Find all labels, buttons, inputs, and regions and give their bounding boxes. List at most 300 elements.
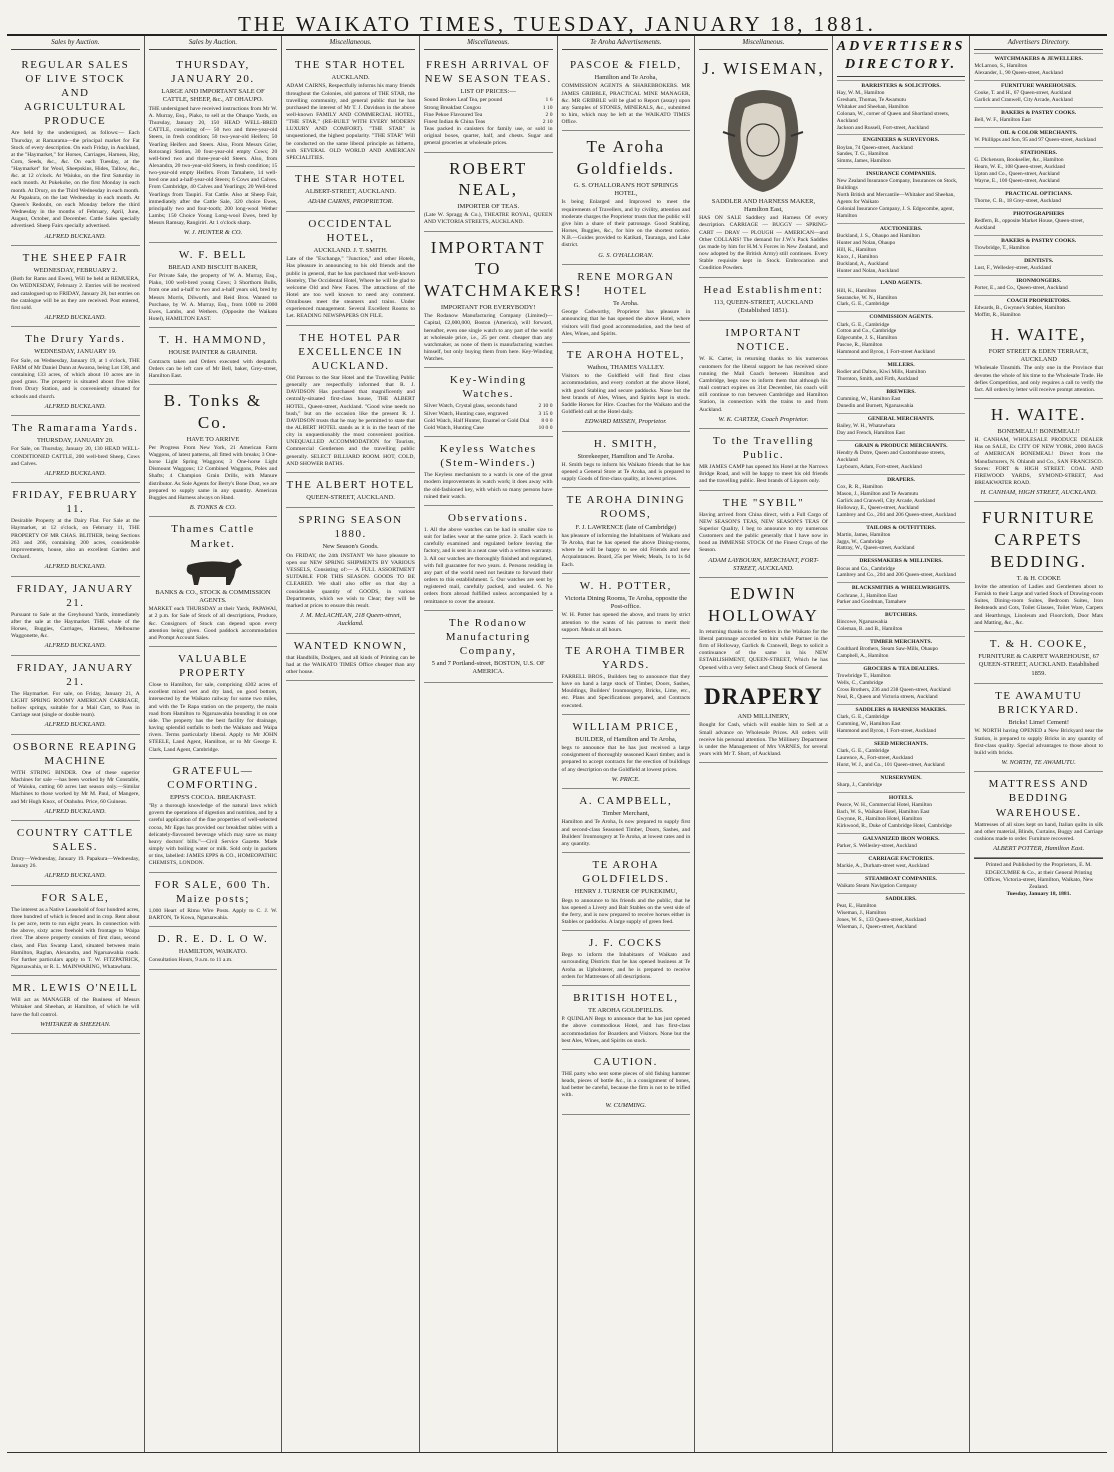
advertisement	[424, 437, 553, 506]
ad-title: Thames Cattle Market.	[171, 523, 255, 550]
ad-subtitle: SADDLER AND HARNESS MAKER, Hamilton East,	[711, 197, 816, 214]
ad-body: Drury—Wednesday, January 19. Papakura—Wednesday, January 26.	[11, 856, 140, 870]
directory-entry: Lambrey and Co., 204 and 206 Queen-street, Auckland	[836, 511, 956, 518]
advertisement	[424, 611, 553, 683]
directory-category: OIL & COLOR MERCHANTS.	[974, 127, 1103, 137]
advertisement	[286, 167, 415, 212]
column-heading: Te Aroha Advertisements.	[562, 36, 691, 50]
advertisement	[424, 153, 553, 232]
directory-category: INSURANCE COMPANIES.	[837, 168, 966, 178]
directory-entry: Hunter and Nolan, Ohaupo	[836, 239, 896, 246]
directory-entry: Clark, G. E., Cambridge	[836, 321, 890, 328]
directory-entry: Whitaker and Sheehan, Hamilton	[836, 103, 909, 110]
advertisement	[562, 853, 691, 931]
ad-title: B. Tonks & Co.	[163, 391, 263, 432]
advertisement	[562, 1050, 691, 1115]
directory-category: AUCTIONEERS.	[837, 223, 966, 233]
advertisement	[424, 506, 553, 611]
column	[282, 36, 420, 1452]
advertisement	[699, 278, 828, 322]
advertisement	[11, 886, 140, 976]
ad-title: PASCOE & FIELD,	[569, 58, 682, 71]
ad-title: THE ALBERT HOTEL	[286, 478, 415, 491]
ad-subtitle: AND MILLINERY,	[737, 713, 790, 721]
ad-body: Begs to inform the Inhabitants of Waikato and surrounding Districts that he has opened business at Te Aroha as Upholsterer, and he is prepared to receive orders for Mattresses of all descriptions.	[561, 952, 691, 980]
ad-title: H. WAITE,	[990, 324, 1087, 344]
advertisement	[286, 212, 415, 326]
ad-body: H. Smith begs to inform his Waikato friends that he has opened a General Store at Te Aroha, and is prepared to supply Goods of first-class quality, at lowest prices.	[561, 461, 691, 483]
ad-title: FOR SALE,	[41, 891, 110, 904]
directory-entry: Campbell, A., Hamilton	[836, 653, 889, 660]
advertisement	[424, 368, 553, 437]
ad-signature: J. M. McLACHLAN, 218 Queen-street, Auckland.	[299, 612, 402, 628]
ad-body: Contracts taken and Orders executed with despatch. Orders can be left care of Mr Bell, baker, Grey-street, Hamilton East.	[148, 358, 278, 379]
directory-entry: Hunter and Nolan, Auckland	[836, 267, 899, 274]
advertisement	[149, 759, 278, 873]
ad-title: T. & H. COOKE,	[989, 637, 1088, 650]
advertisement	[11, 735, 140, 821]
advertisement	[974, 632, 1103, 684]
imprint-text: Printed and Published by the Proprietors, E. M. EDGECUMBE & Co., at their General Printing Offices, Victoria-street, Hamilton, Waikato, New Zealand.	[983, 862, 1094, 890]
ad-body: ADAM CAIRNS, Respectfully informs his many friends throughout the Colonies, old patrons of THE STAR, the travelling community, and general public that he has purchased the interest of Mr T. J. Davidson in the above well-known FAMILY AND COMMERCIAL HOTEL, "THE STAR," (RE-BUILT WITH EVERY MODERN LUXURY AND COMFORT). "THE STAR" is unquestioned, the highest popularity. "THE STAR" Will be conducted on the same liberal principle as hitherto, with SEVERAL OLD WORLD AND AMERICAN SPECIALITIES.	[286, 83, 415, 161]
advertisement	[149, 243, 278, 328]
directory-category: BAKERS & PASTRY COOKS.	[974, 235, 1103, 245]
directory-entry: Bocus and Co., Cambridge	[836, 565, 895, 572]
ad-subtitle: AUCKLAND. J. T. SMITH.	[313, 246, 388, 254]
ad-signature: ALFRED BUCKLAND.	[44, 469, 107, 477]
price-row	[424, 112, 553, 119]
directory-entry: Bincowe, Ngaruawahia	[836, 619, 888, 626]
directory-entry: Rodier and Dalton, Kiwi Mills, Hamilton	[836, 369, 926, 376]
imprint-date: Tuesday, January 18, 1881.	[1006, 891, 1071, 898]
ad-body: For Private Sale, the property of W. A. Murray, Esq., Piako, 100 well-bred young Cows; 3 Shorthorn Bulls, from one and a-half to two and a-half years old, bred by Messrs Morris, Dilworth, and Reid Bros. Wanted to Purchase, by W. A. Murray, Esq., from 1000 to 2000 Ewes, Lambs, and Wethers. (Opposite the Waikato Hotel), HAMILTON EAST.	[148, 273, 278, 323]
advertisement	[562, 574, 691, 639]
ad-signature: H. CANHAM, HIGH STREET, AUCKLAND.	[980, 489, 1097, 497]
directory-entry: Sharp, J., Cambridge	[836, 781, 883, 788]
directory-category: TIMBER MERCHANTS.	[837, 636, 966, 646]
price-item: Strong Breakfast Congou	[423, 104, 481, 111]
directory-entry: Thornton, Smith, and Firth, Auckland	[836, 376, 919, 383]
directory-category: GROCERS & TEA DEALERS.	[837, 663, 966, 673]
ad-title: A. CAMPBELL,	[579, 795, 673, 808]
ad-body: W. H. Potter has opened the above, and trusts by strict attention to the wants of his patrons to merit their support. Meals at all hours.	[561, 612, 691, 633]
directory-entry: Sandes, T. G., Hamilton	[836, 151, 889, 158]
directory-entry: Clark, G. E., Cambridge	[836, 301, 890, 308]
directory-category: ENGINEERS & SURVEYORS.	[837, 134, 966, 144]
price-row	[424, 411, 553, 418]
directory-entry: Hammond and Byron, 1 Fort-street Auckland	[836, 349, 935, 356]
ad-signature: G. S. O'HALLORAN.	[598, 251, 654, 259]
directory-category: BUTCHERS.	[837, 609, 966, 619]
directory-entry: Waikato Steam Navigation Company	[836, 882, 918, 889]
directory-entry: Buckland, A., Auckland	[836, 260, 889, 267]
advertisement	[974, 399, 1103, 502]
ad-body: WITH STRING BINDER. One of these superior Machines for sale —has been worked by Mr Constable, of Waiuku, cutting 60 acres last season only.—Similar Machines to those worked by Mr M. Paul, of Mangere, and Mr Hugh Knox, of Otahuhu. Price, 60 Guineas.	[11, 769, 140, 805]
ad-subtitle: IMPORTER OF TEAS.	[457, 203, 520, 211]
column-heading: Miscellaneous.	[286, 36, 415, 50]
ad-title: COUNTRY CATTLE SALES.	[16, 826, 134, 854]
directory-category: PHOTOGRAPHERS	[974, 208, 1103, 218]
advertisement	[562, 432, 691, 489]
directory-entry: Lambrey and Co., 204 and 206 Queen-street, Auckland	[836, 572, 956, 579]
ad-body: George Cadworthy, Proprietor has pleasure in announcing that he has opened the above Hotel, where visitors will find good accommodation, and the best of Ales, Wines, and Spirits.	[561, 309, 691, 337]
directory-category: GENERAL MERCHANTS.	[837, 413, 966, 423]
ad-body: Wholesale Tinsmith. The only one in the Province that devotes the whole of his time to the Wholesale Trade. He defies Competition, and only requires a call to verify the fact. All orders by letter will receive prompt attention.	[974, 365, 1103, 393]
ad-title: THE "SYBIL"	[722, 496, 805, 509]
ad-body: The Haymarket. For sale, on Friday, January 21, A LIGHT SPRING ROOMY AMERICAN CARRIAGE, hollow springs, suitable for a Mail Cart, to Pass in Carriage seat (single or double team).	[11, 690, 140, 719]
ad-body: Hamilton and Te Aroha, Is now prepared to supply first and second-class Seasoned Timber, Doors, Sashes, and Builders' Ironmongery at Te Aroha, at lowest rates and in any quantity.	[561, 819, 691, 847]
advertisement	[699, 53, 828, 278]
ad-title: TE AWAMUTU BRICKYARD.	[995, 689, 1083, 717]
directory-entry: Colonan, W., corner of Queen and Shortland streets, Auckland	[836, 110, 950, 124]
ad-subtitle: New Season's Goods.	[322, 543, 379, 551]
ad-title: IMPORTANT NOTICE.	[725, 327, 802, 354]
ad-subtitle: HOUSE PAINTER & GRAINER.	[168, 349, 258, 357]
directory-entry: Knox, J., Hamilton	[836, 253, 878, 260]
columns-container	[7, 36, 1107, 1453]
directory-entry: Parker, S. Wellesley-street, Auckland	[836, 842, 917, 849]
column-heading: Miscellaneous.	[699, 36, 828, 50]
directory-entry: Hill, K., Hamilton	[836, 287, 877, 294]
directory-entry: Peat, E., Hamilton	[836, 902, 877, 909]
ad-title: WANTED KNOWN,	[293, 639, 408, 652]
ad-title: H. SMITH,	[593, 437, 658, 450]
directory-entry: Simms, James, Hamilton	[836, 158, 891, 165]
directory-entry: Bell, W. F., Hamilton East	[974, 117, 1031, 124]
ad-subtitle: HAVE TO ARRIVE	[186, 435, 240, 443]
advertisement	[11, 327, 140, 416]
directory-entry: Clark, G. E., Cambridge	[836, 748, 890, 755]
directory-entry: Rattray, W., Queen-street, Auckland	[836, 545, 915, 552]
ad-body: HAS ON SALE Saddlery and Harness Of every description. CARRIAGE — BUGGY — SPRING-CART — DRAY — PLOUGH — AMERICAN—and Other COLLARS! The demand for J.W.'s Pack Saddles (as made by him for H.M.'s Forces in New Zealand, and now adopted by the British Army) still continues. Every Stable requisite kept in Stock. Embrocation and Condition Powders.	[699, 215, 828, 272]
directory-entry: Kirkwood, R., Duke of Cambridge Hotel, Cambridge	[836, 822, 952, 829]
price-item: Gold Watch, Half Hunter, Enamel or Gold Dial	[423, 417, 530, 424]
directory-category: DENTISTS.	[974, 255, 1103, 265]
directory-category: COACH PROPRIETORS.	[974, 295, 1103, 305]
column	[420, 36, 583, 1452]
directory-entry: Cumming, W., Hamilton East	[836, 396, 901, 403]
directory-entry: Cotton and Co., Cambridge	[836, 328, 897, 335]
directory-entry: Holloway, E., Queen-street, Auckland	[836, 504, 919, 511]
advertisement	[699, 491, 828, 579]
advertisement	[11, 53, 140, 246]
column	[833, 36, 971, 1452]
ad-subtitle: HAMILTON, WAIKATO.	[178, 948, 248, 956]
column-heading: ADVERTISERS DIRECTORY.	[837, 36, 966, 77]
ad-body: Bought for Cash, which will enable him to Sell at a Small advance on Wholesale Prices. All orders will receive his personal attention. The Millinery Department is under the Management of Mrs VARNES, for several years with Mr T. Short, of Auckland.	[699, 722, 828, 758]
ad-body: MARKET each THURSDAY at their Yards, PAPAWAI, at 2 p.m. for Sale of Stock of all descriptions, Produce, &c. Consignors of Stock can depend upon every attention being given. Good paddock accommodation and Prompt Account Sales.	[148, 606, 278, 641]
directory-category: DRESSMAKERS & MILLINERS.	[837, 555, 966, 565]
price-row	[424, 418, 553, 425]
ad-title: VALUABLE PROPERTY	[178, 652, 248, 680]
directory-entry: Porter, E., and Co., Queen-street, Auckland	[974, 285, 1068, 292]
price-value: 2 0	[545, 111, 553, 118]
ad-title: ROBERT NEAL,	[449, 158, 528, 200]
directory-entry: Wiseman, J., Queen-street, Auckland	[836, 923, 917, 930]
ad-title: DRAPERY	[704, 683, 823, 709]
ad-title: Head Establishment:	[703, 283, 824, 296]
directory-category: IRONMONGERS.	[974, 275, 1103, 285]
ad-title: To the Travelling Public.	[712, 435, 814, 462]
directory-entry: Clark, G. E., Cambridge	[836, 714, 890, 721]
advertisement	[286, 53, 415, 167]
ad-signature: EDWARD MISSEN, Proprietor.	[584, 418, 667, 426]
ad-body: Will act as MANAGER of the Business of Messrs Whitaker and Sheehan, at Hamilton, of which he will have the full control.	[11, 997, 140, 1018]
advertisement	[974, 502, 1103, 632]
directory-entry: Day and French, Hamilton East	[836, 430, 905, 437]
ad-signature: ALFRED BUCKLAND.	[44, 563, 107, 571]
advertisement	[699, 429, 828, 491]
ad-subtitle: FORT STREET & EDEN TERRACE, AUCKLAND	[988, 347, 1089, 364]
ad-signature: W. CUMMING.	[605, 1101, 647, 1109]
advertisement	[424, 53, 553, 153]
ad-body: (Both for Rams and Ewes), Will be held at REMUERA, On WEDNESDAY, February 2. Entries will be received and catalogued up to FRIDAY, January 28, but entries on the catalogue will be as they are received. Post entered, first sold.	[11, 276, 140, 311]
ad-body: FARRELL BROS., Builders beg to announce that they have on hand a large stock of Timber, Doors, Sashes, Mouldings, Builders' Ironmongery, Bricks, Lime, etc., etc. Plans and Specifications prepared, and Contracts executed.	[561, 673, 691, 709]
cattle-illustration	[178, 553, 248, 587]
directory-category: BREWERS.	[837, 386, 966, 396]
masthead-title: THE WAIKATO TIMES, TUESDAY, JANUARY 18, 1881.	[7, 4, 1107, 36]
directory-entry: Gresham, Thomas, Te Awamutu	[836, 96, 906, 103]
directory-entry: Cross Brothers, 236 and 238 Queen-street, Auckland	[836, 687, 951, 694]
directory-entry: Garlick and Cranwell, City Arcade, Auckland	[836, 497, 936, 504]
ad-body: Are held by the undersigned, as follows:— Each Thursday, at Ramarama—the principal market for Fat Stock of every description. On each Friday, in Auckland, at the "Haymarket," for Horses, Carriages, Harness, Hay, Corn, Seeds, &c., &c. On each Tuesday, at the "Haymarket" for Wool, Sheepskins, Hides, Tallow, &c., &c. at 12 o'clock. At Waiuku, on the first Saturday in each month. At Pukekohe, on the first Monday in each month. At Drury, on the Third Wednesday in each month. At Papakura, on the last Wednesday in each month. At Queen's Redoubt, on each Monday before the third Wednesday in the months of February, April, June, August, October, and December. Cattle Sales specially advertised. Sheep Fairs specially advertised.	[11, 130, 140, 230]
directory-category: DRAPERS.	[837, 474, 966, 484]
ad-signature: ALFRED BUCKLAND.	[44, 721, 107, 729]
ad-body: (Late W. Spragg & Co.), THEATRE ROYAL, QUEEN AND VICTORIA STREETS, AUCKLAND.	[423, 212, 553, 226]
ad-subtitle: F. J. LAWRENCE (late of Cambridge)	[575, 523, 677, 531]
directory-entry: G. Dickenson, Bookseller, &c., Hamilton	[974, 157, 1064, 164]
ad-subtitle: Storekeeper, Hamilton and Te Aroha.	[577, 452, 675, 460]
ad-title: WILLIAM PRICE,	[572, 720, 680, 733]
ad-subtitle: 113, QUEEN-STREET, AUCKLAND (Established 1851).	[713, 298, 814, 314]
ad-subtitle: BONEMEAL!! BONEMEAL!!	[997, 427, 1080, 435]
directory-entry: Jaggs, W., Cambridge	[836, 538, 884, 545]
directory-entry: Trowbridge, T., Hamilton	[974, 244, 1030, 251]
ad-title: W. H. POTTER,	[579, 579, 672, 592]
ad-subtitle: IMPORTANT FOR EVERYBODY!	[440, 303, 536, 311]
advertisement	[149, 927, 278, 970]
ad-title: T. H. HAMMOND,	[158, 334, 267, 347]
directory-category: STEAMBOAT COMPANIES.	[837, 873, 966, 883]
advertisement	[286, 473, 415, 508]
advertisement	[11, 577, 140, 656]
advertisement	[562, 488, 691, 573]
ad-body: Invite the attention of Ladies and Gentlemen about to Furnish to their Large and varied Stock of Drawing-room Suites, Dining-room Suites, Bedroom Suites, Iron Bedsteads and Cots, Toilet Glasses, Toilet Ware, Carpets and Hearthrugs, Linoleum and Floorcloth, Door Mats and Matting, &c., &c.	[974, 584, 1103, 626]
directory-category: FURNITURE WAREHOUSES.	[974, 80, 1103, 90]
ad-body: 1,000 Heart of Rimu Wire Posts. Apply to C. J. W. BARTON, Te Kowa, Ngaruawahia.	[148, 907, 278, 921]
ad-body: THE party who sent some pieces of old fishing hammer heads, pieces of bottle &c., in a consignment of bones, had better be careful, because the firm is not to be trifled with.	[561, 1071, 691, 1099]
advertisement	[11, 483, 140, 576]
advertisement	[562, 715, 691, 789]
directory-entry: Buckland, J. S., Ohaupo and Hamilton	[836, 233, 920, 240]
advertisement	[149, 647, 278, 759]
advertisement	[11, 821, 140, 886]
ad-subtitle: QUEEN-STREET, AUCKLAND.	[306, 493, 395, 501]
column	[145, 36, 283, 1452]
ad-body: For Sale, on Thursday, January 20, 130 HEAD WELL-CONDITIONED CATTLE, 200 well-bred Sheep, Cows and Calves.	[11, 446, 140, 467]
ad-subtitle: Timber Merchant,	[602, 810, 650, 818]
directory-category: MILLERS.	[837, 359, 966, 369]
ad-signature: W. PRICE.	[611, 775, 640, 783]
ad-title: OCCIDENTAL HOTEL,	[308, 217, 393, 244]
ad-title: MATTRESS AND BEDDING WAREHOUSE.	[988, 778, 1089, 819]
ad-title: SPRING SEASON 1880.	[298, 514, 403, 541]
advertisement	[562, 131, 691, 265]
ad-title: TE AROHA DINING ROOMS,	[566, 494, 686, 521]
ad-body: Mattresses of all sizes kept on hand, Italian quilts in silk and other material, Blinds, Curtains, Buggy and Carriage cushions made to order. Furniture recovered.	[974, 821, 1103, 842]
directory-entry: Mackie, A., Durham-street west, Auckland	[836, 862, 929, 869]
ad-title: The Ramarama Yards.	[12, 421, 139, 434]
ad-title: Keyless Watches (Stem-Winders.)	[439, 443, 537, 470]
directory-entry: McLarnon, S., Hamilton	[974, 63, 1028, 70]
ad-title: Observations.	[448, 511, 529, 524]
advertisement	[286, 508, 415, 633]
advertisement	[562, 53, 691, 131]
directory-entry: Bach, W. S., Waikato Hotel, Hamilton East	[836, 808, 930, 815]
price-value: 1 6	[545, 97, 553, 104]
ad-signature: W. NORTH, TE AWAMUTU.	[1001, 759, 1076, 767]
directory-entry: Boylan, 74 Queen-street, Auckland	[836, 144, 913, 151]
ad-subtitle: LARGE AND IMPORTANT SALE OF CATTLE, SHEEP, &c., AT OHAUPO.	[161, 88, 265, 104]
ad-title: GRATEFUL—COMFORTING.	[167, 764, 259, 791]
advertisement	[562, 265, 691, 343]
directory-entry: North British and Mercantile—Whitaker and Sheehan, Agents for Waikato	[836, 192, 955, 206]
directory-category: STATIONERS.	[974, 147, 1103, 157]
advertisement	[423, 232, 583, 369]
price-value: 1 10	[542, 104, 553, 111]
advertisement	[149, 328, 278, 385]
ad-signature: B. TONKS & CO.	[189, 504, 237, 512]
directory-category: TAILORS & OUTFITTERS.	[837, 522, 966, 532]
directory-entry: Laybourn, Adam, Fort-street, Auckland	[836, 463, 922, 470]
directory-entry: Moffitt, R., Hamilton	[974, 312, 1021, 319]
advertisement	[699, 578, 828, 676]
ad-title: Te Aroha Goldfields.	[576, 137, 675, 179]
ad-title: BRITISH HOTEL,	[573, 991, 679, 1004]
price-row	[424, 403, 553, 410]
ad-title: CAUTION.	[593, 1055, 658, 1068]
directory-entry: Laurence, A., Fort-street, Auckland	[836, 754, 913, 761]
directory-category: WATCHMAKERS & JEWELLERS.	[974, 53, 1103, 63]
ad-signature: W. K. CARTER, Coach Proprietor.	[718, 415, 809, 423]
directory-category: BARRISTERS & SOLICITORS.	[837, 80, 966, 90]
directory-entry: Gwynne, R., Hamilton Hotel, Hamilton	[836, 815, 923, 822]
ad-body: "By a thorough knowledge of the natural laws which govern the operations of digestion and nutrition, and by a careful application of the fine properties of well-selected cocoa, Mr Epps has provided our breakfast tables with a delicately-flavoured beverage which may save us many heavy doctors' bills."—Civil Service Gazette. Made simply with boiling water or milk. Sold only in packets or tins, labelled: JAMES EPPS & CO., HOMEOPATHIC CHEMISTS, LONDON.	[148, 803, 278, 867]
column	[558, 36, 696, 1452]
ad-body: Begs to announce to his friends and the public, that he has opened a Livery and Bait Stables on the west side of the ferry, and is now prepared to receive horses either in Stables or paddocks. A large supply of green feed.	[561, 897, 691, 926]
ad-subtitle: BUILDER, of Hamilton and Te Aroha,	[575, 735, 677, 743]
price-item: Gold Watch, Hunting Case	[423, 424, 484, 431]
directory-entry: Cochrane, J., Hamilton East	[836, 592, 898, 599]
advertisement	[974, 684, 1103, 772]
directory-category: GRAIN & PRODUCE MERCHANTS.	[837, 440, 966, 450]
ad-signature: WHITAKER & SHEEHAN.	[40, 1020, 111, 1028]
directory-entry: Coleman, B. and B., Hamilton	[836, 626, 903, 633]
column-heading: Advertisers Directory.	[974, 36, 1103, 50]
directory-entry: Hurst, W. J., and Co., 101 Queen-street, Auckland	[836, 761, 945, 768]
price-value: 3 15 0	[538, 410, 553, 417]
price-value: 10 0 0	[538, 424, 553, 431]
ad-title: MR. LEWIS O'NEILL	[12, 982, 139, 995]
ad-title: FURNITURE CARPETS BEDDING.	[981, 508, 1096, 571]
ad-body: For Sale, on Wednesday, January 19, at 1 o'clock, THE FARM of Mr Daniel Dunn at Awaroa, being Lot 138, and containing 133 acres, of which about 10 acres are in good grass. The property is situated about five miles from Drury Station, and is conveniently situated for schools and church.	[11, 357, 140, 400]
directory-category: NURSERYMEN.	[837, 772, 966, 782]
advertisement	[974, 319, 1103, 399]
price-row	[424, 425, 553, 432]
price-row	[424, 97, 553, 104]
directory-entry: Hill, K., Hamilton	[836, 246, 877, 253]
ad-signature: ALFRED BUCKLAND.	[44, 872, 107, 880]
directory-entry: Garlick and Cranwell, City Arcade, Auckland	[974, 96, 1073, 103]
ad-body: H. CANHAM, WHOLESALE PRODUCE DEALER Has on SALE, Ex CITY OF NEW YORK, 2000 BAGS of AMERICAN BONEMEAL! Direct from the Manufacturers, N. Ohlandt and Co., SAN FRANCISCO. Stores: FORT & HIGH STREET. COAL AND FIREWOOD YARDS, SYMOND-STREET, And BREAKWATER ROAD.	[974, 437, 1103, 486]
advertisement	[286, 634, 415, 682]
ad-body: W. K. Carter, in returning thanks to his numerous customers for the liberal support he has received since running the Mail Coach between Hamilton and Cambridge, begs now to inform them that although his mail contract expires on 31st December, his coach will still continue to run between Cambridge and Hamilton Station, in connection with the trains to and from Auckland.	[699, 356, 828, 413]
ad-title: OSBORNE REAPING MACHINE	[13, 740, 138, 767]
column	[695, 36, 833, 1452]
directory-category: GALVANIZED IRON WORKS.	[837, 833, 966, 843]
directory-category: SADDLERS.	[837, 893, 966, 903]
ad-subtitle: FURNITURE & CARPET WAREHOUSE, 67 QUEEN-STREET, AUCKLAND. Established 1859.	[978, 653, 1100, 677]
directory-entry: Cox, R. R., Hamilton	[836, 483, 883, 490]
ad-title: IMPORTANT TO WATCHMAKERS!	[423, 237, 583, 301]
advertisement	[11, 416, 140, 483]
ad-body: has pleasure of informing the Inhabitants of Waikato and Te Aroha, that he has opened the above Dining-rooms, where he will be happy to see old Friends and new Acquaintances. Board, 25s per Week; Meals, 1s to 1s 6d Each.	[561, 532, 691, 568]
directory-entry: Jones, W. S., 133 Queen-street, Auckland	[836, 916, 926, 923]
directory-entry: Coulthard Brothers, Steam Saw-Mills, Ohaupo	[836, 646, 938, 653]
ad-title: The Drury Yards.	[25, 333, 126, 346]
ad-body: MR JAMES CAMP has opened his Hotel at the Narrows Bridge Road, and will be happy to meet his old friends and the travelling public. Best brands of Liquors only.	[699, 464, 828, 485]
ad-body: P. QUINLAN Begs to announce that he has just opened the above commodious Hotel, and has first-class accommodation for Boarders and Visitors. None but the best Ales, Wines, and Spirits on stock.	[561, 1016, 691, 1044]
ad-title: FRIDAY, FEBRUARY 11.	[12, 489, 139, 516]
ad-signature: ADAM LAYBOURN, MERCHANT, FORT-STREET, AUCKLAND.	[708, 556, 819, 572]
advertisement	[149, 873, 278, 927]
ad-subtitle: THURSDAY, JANUARY 20.	[36, 437, 114, 445]
ad-subtitle: G. S. O'HALLORAN'S HOT SPRINGS HOTEL,	[573, 181, 679, 198]
ad-body: The Rodanow Manufacturing Company (Limited)—Capital, £2,000,000, Boston (America), will forward, hereafter, even one single watch to any part of the world at wholesale price, i.e., 25 per cent. cheaper than any watchmaker, as none of them is manufacturing watches himself, but only buying them from here. Key-Winding Watches.	[423, 313, 553, 363]
directory-entry: Cumming, W., Hamilton East	[836, 721, 901, 728]
directory-entry: Neal, R., Queen and Victoria streets, Auckland	[836, 694, 938, 701]
ad-subtitle: Hamilton and Te Aroha,	[594, 74, 658, 82]
directory-entry: Cooke, T. and H., 67 Queen-street, Auckland	[974, 90, 1072, 97]
directory-entry: Pascoe, R., Hamilton	[836, 342, 883, 349]
advertisement	[149, 53, 278, 243]
ad-body: On FRIDAY, the 24th INSTANT We have pleasure to open our NEW SPRING SHIPMENTS BY VARIOUS VESSELS, Consisting of:— A FULL ASSORTMENT SUITABLE FOR THIS SEASON. GOODS TO BE CLEARED. We shall also offer on that day a considerable quantity of GOODS, in various Departments, which we wish to Clear; they will be marked at prices to ensure this result.	[286, 552, 415, 609]
ad-title: RENE MORGAN HOTEL	[577, 270, 675, 297]
advertisement	[974, 772, 1103, 858]
ad-body: The Keyless mechanism to a watch is one of the great modern improvements in watch work; it does away with the old-fashioned key, with which so many persons have ruined their watch.	[423, 472, 553, 500]
ad-signature: ALFRED BUCKLAND.	[44, 232, 107, 240]
directory-category: PRACTICAL OPTICIANS.	[974, 188, 1103, 198]
ad-title: TE AROHA GOLDFIELDS.	[582, 859, 670, 886]
ad-title: FRIDAY, JANUARY 21.	[16, 661, 134, 688]
directory-entry: Martin, James, Hamilton	[836, 531, 891, 538]
directory-entry: Searancke, W. N., Hamilton	[836, 294, 898, 301]
ad-title: THURSDAY, JANUARY 20.	[171, 58, 255, 86]
ad-title: FRESH ARRIVAL OF NEW SEASON TEAS.	[424, 58, 552, 86]
imprint	[974, 858, 1103, 901]
ad-subtitle: WEDNESDAY, FEBRUARY 2.	[33, 266, 118, 274]
directory-category: SADDLERS & HARNESS MAKERS.	[837, 704, 966, 714]
advertisement	[286, 326, 415, 473]
ad-body: 1. All the above watches can be had in smaller size to suit for ladies wear at the same price. 2. Each watch is carefully examined and regulated before leaving the factory, and is sent in a neat case with a written warranty. 3. All our watches are thoroughly finished and regulated, with full guarantee for two years. 4. Persons residing in any part of the world need not hesitate to forward their orders to this establishment. 5. Our watches are sent by registered mail, carefully packed, and sealed. 6. No orders from abroad fulfilled unless accompanied by a remittance to cover the amount.	[423, 526, 553, 605]
ad-body: The interest as a Native Leasehold of four hundred acres, three hundred of which is fenced and in crop. Rent about 1s per acre, term to run eight years. In connection with the above, sixty acres freehold with frontage to Waipa river. The above property consists of first class, second class, and Flax Swamp Land, situated between main Hamilton, Raglan, Alexandra, and Ngaruawahia roads. For further particulars apply to T. W. FITZPATRICK, Ngaruawahia, or R. L. MAINWARING, Whatawhata.	[11, 906, 140, 971]
directory-entry: Pearce, W. H., Commercial Hotel, Hamilton	[836, 802, 932, 808]
column-heading: Miscellaneous.	[424, 36, 553, 50]
price-item: Sound Broken Leaf Tea, per pound	[423, 97, 503, 104]
directory-entry: Dunedin and Burnett, Ngaruawahia	[836, 403, 914, 410]
directory-entry: Wiseman, J., Hamilton	[836, 909, 887, 916]
ad-subtitle: ALBERT-STREET, AUCKLAND.	[305, 188, 396, 196]
